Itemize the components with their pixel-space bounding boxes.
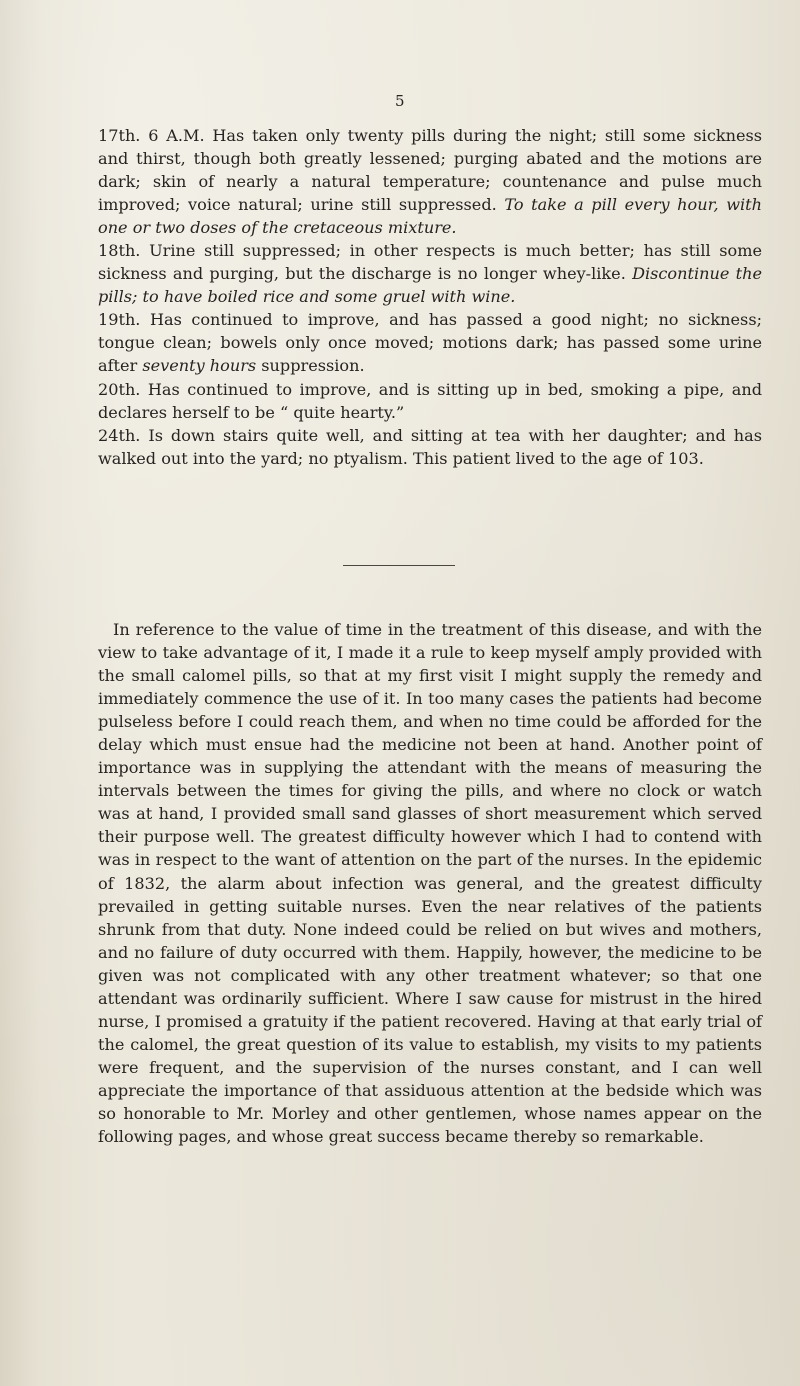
entry-24th bbox=[98, 424, 762, 470]
section-divider bbox=[343, 565, 455, 566]
page-number: 5 bbox=[394, 92, 406, 110]
commentary-block bbox=[98, 618, 762, 1148]
entry-text: suppression. bbox=[256, 356, 365, 376]
entry-date: 24th. bbox=[98, 425, 141, 445]
entry-20th bbox=[98, 378, 762, 424]
entry-date: 17th. bbox=[98, 126, 141, 145]
entry-18th bbox=[98, 239, 762, 308]
entry-emphasis: seventy hours bbox=[142, 356, 257, 376]
entry-date: 19th. bbox=[98, 310, 141, 330]
entry-text: Is down stairs quite well, and sitting at tea with her daughter; and has walked out into the yard; no ptyalism. This patient lived to the age of 103. bbox=[98, 425, 762, 468]
commentary-paragraph: In reference to the value of time in the treatment of this disease, and with the view to take advantage of it, I made it a rule to keep myself amply provided with the small calomel pills, so that at my first visit I might supply the remedy and immediately commence the use of it. In too many cases the patients had become pulseless before I could reach them, and when no time could be afforded for the delay which must ensue had the medicine not been at hand. Another point of importance was in supplying the attendant with the means of measuring the intervals between the times for giving the pills, and where no clock or watch was at hand, I provided small sand glasses of short measurement which served their purpose well. The greatest difficulty however which I had to contend with was in respect to the want of attention on the part of the nurses. In the epidemic of 1832, the alarm about infection was general, and the greatest difficulty prevailed in getting suitable nurses. Even the near relatives of the patients shrunk from that duty. None indeed could be relied on but wives and mothers, and no failure of duty occurred with them. Happily, however, the medicine to be given was not complicated with any other treatment whatever; so that one attendant was ordinarily sufficient. Where I saw cause for mistrust in the hired nurse, I promised a gratuity if the patient recovered. Having at that early trial of the calomel, the great question of its value to establish, my visits to my patients were frequent, and the supervision of the nurses constant, and I can well appreciate the importance of that assiduous attention at the bedside which was so honorable to Mr. Morley and other gentlemen, whose names appear on the following pages, and whose great success became thereby so remarkable. bbox=[98, 620, 762, 1147]
entry-text: Has continued to improve, and has passed a good night; no sickness; tongue clean; bowels only once moved; motions dark; has passed some urine after bbox=[98, 310, 763, 376]
entry-prescription: Discontinue the pills; to have boiled rice and some gruel with wine. bbox=[98, 264, 763, 307]
entry-date: 20th. bbox=[98, 379, 141, 399]
entry-text: Urine still suppressed; in other respects is much better; has still some sickness and purging, but the discharge is no longer whey-like. bbox=[98, 241, 762, 284]
entry-17th bbox=[98, 124, 762, 239]
entry-19th bbox=[98, 308, 762, 377]
entry-prescription: To take a pill every hour, with one or two doses of the cretaceous mixture. bbox=[98, 195, 762, 238]
entry-date: 18th. bbox=[98, 241, 141, 261]
case-entries bbox=[98, 124, 762, 470]
entry-text: 6 A.M. Has taken only twenty pills during the night; still some sickness and thirst, though both greatly lessened; purging abated and the motions are dark; skin of nearly a natural temperature; countenance and pulse much improved; voice natural; urine still suppressed. bbox=[98, 126, 762, 215]
entry-text: Has continued to improve, and is sitting up in bed, smoking a pipe, and declares herself to be “ quite hearty.” bbox=[98, 379, 762, 422]
